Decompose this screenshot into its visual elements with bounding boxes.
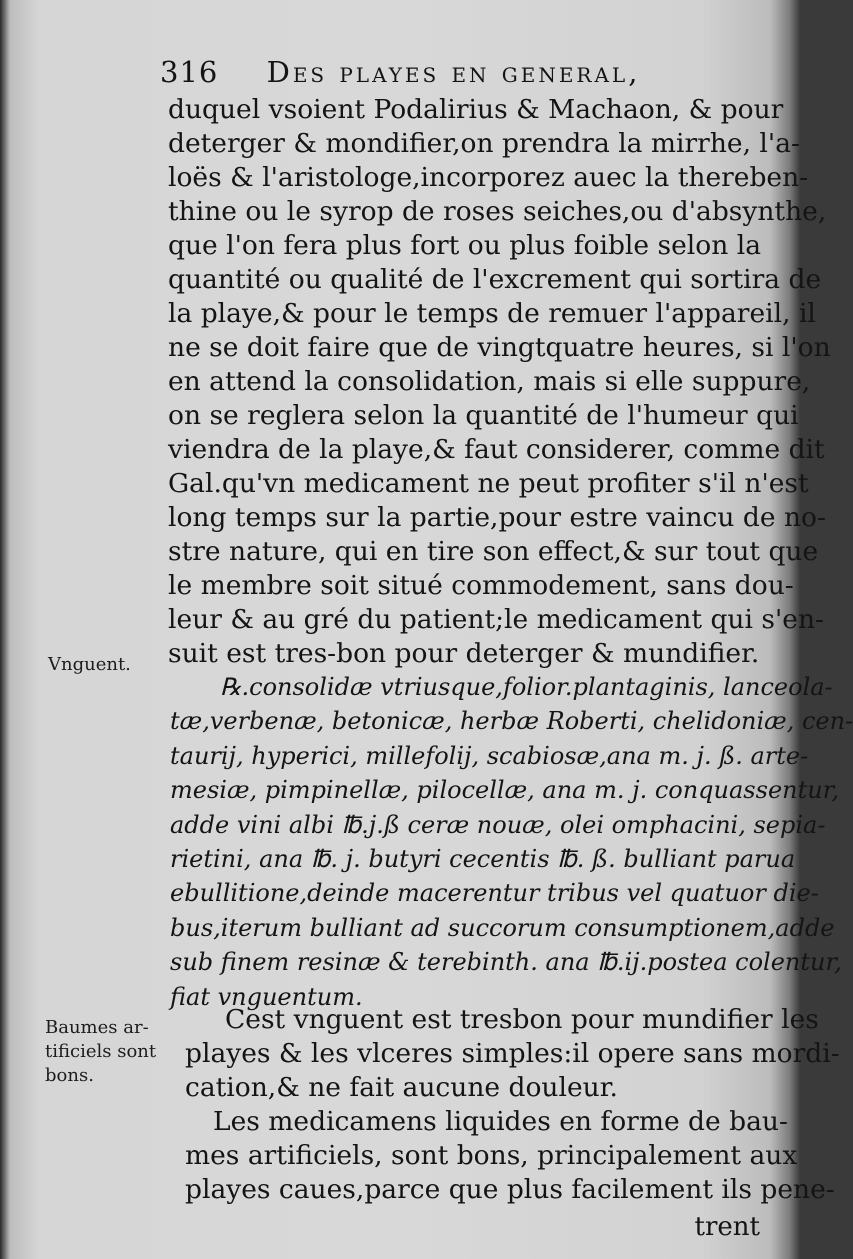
recipe-line: tæ,verbenæ, betonicæ, herbæ Roberti, chelidoniæ, cen-	[170, 707, 853, 736]
paragraph-2	[185, 1003, 840, 1105]
paragraph-3	[185, 1105, 835, 1207]
text-line: quantité ou qualité de l'excrement qui sortira de	[168, 264, 822, 295]
recipe-line: rietini, ana ℔. j. butyri cecentis ℔. ß. bulliant parua	[170, 844, 796, 873]
margin-note-baumes	[45, 1016, 156, 1088]
text-line: mes artificiels, sont bons, principalement aux	[185, 1140, 798, 1171]
recipe-line: mesiæ, pimpinellæ, pilocellæ, ana m. j. conquassentur,	[170, 776, 840, 805]
text-line: deterger & mondifier,on prendra la mirrhe, l'a-	[168, 128, 800, 159]
text-line: la playe,& pour le temps de remuer l'appareil, il	[168, 298, 816, 329]
text-line: Cest vnguent est tresbon pour mundifier les	[225, 1004, 819, 1035]
text-line: long temps sur la partie,pour estre vaincu de no-	[168, 502, 826, 533]
recipe-line: ebullitione,deinde macerentur tribus vel quatuor die-	[170, 879, 819, 908]
text-line: que l'on fera plus fort ou plus foible selon la	[168, 230, 761, 261]
text-line: viendra de la playe,& faut considerer, comme dit	[168, 434, 825, 465]
text-line: ne se doit faire que de vingtquatre heures, si l'on	[168, 332, 831, 363]
margin-note-line: bons.	[45, 1065, 94, 1086]
text-line: suit est tres-bon pour deterger & mundifier.	[168, 638, 760, 669]
text-line: le membre soit situé commodement, sans dou-	[168, 570, 794, 601]
catchword: trent	[694, 1212, 760, 1242]
recipe-line: sub finem resinæ & terebinth. ana ℔.ij.postea colentur,	[170, 948, 842, 977]
text-line: leur & au gré du patient;le medicament qui s'en-	[168, 604, 824, 635]
margin-note-vnguent: Vnguent.	[48, 654, 131, 675]
recipe-block	[170, 670, 853, 1014]
paragraph-1	[168, 93, 831, 671]
running-title: Des playes en general,	[266, 55, 641, 89]
margin-note-line: Baumes ar-	[45, 1017, 149, 1038]
recipe-line: ℞.consolidæ vtriusque,folior.plantaginis, lanceola-	[220, 673, 833, 701]
recipe-line: adde vini albi ℔.j.ß ceræ nouæ, olei omphacini, sepia-	[170, 810, 826, 839]
recipe-line: taurij, hyperici, millefolij, scabiosæ,ana m. j. ß. arte-	[170, 741, 809, 770]
text-line: on se reglera selon la quantité de l'humeur qui	[168, 400, 799, 431]
text-line: thine ou le syrop de roses seiches,ou d'absynthe,	[168, 196, 827, 227]
text-line: duquel vsoient Podalirius & Machaon, & pour	[168, 94, 784, 125]
text-line: Les medicamens liquides en forme de bau-	[213, 1106, 788, 1137]
text-line: playes & les vlceres simples:il opere sans mordi-	[185, 1038, 840, 1069]
text-line: Gal.qu'vn medicament ne peut profiter s'il n'est	[168, 468, 809, 499]
recipe-line: fiat vnguentum.	[170, 982, 363, 1011]
text-line: loës & l'aristologe,incorporez auec la thereben-	[168, 162, 809, 193]
text-line: playes caues,parce que plus facilement ils pene-	[185, 1174, 835, 1205]
page-number: 316	[160, 55, 219, 89]
recipe-line: bus,iterum bulliant ad succorum consumptionem,adde	[170, 913, 835, 942]
text-line: stre nature, qui en tire son effect,& sur tout que	[168, 536, 819, 567]
text-line: en attend la consolidation, mais si elle suppure,	[168, 366, 811, 397]
text-line: cation,& ne fait aucune douleur.	[185, 1072, 618, 1103]
margin-note-line: tificiels sont	[45, 1041, 157, 1062]
